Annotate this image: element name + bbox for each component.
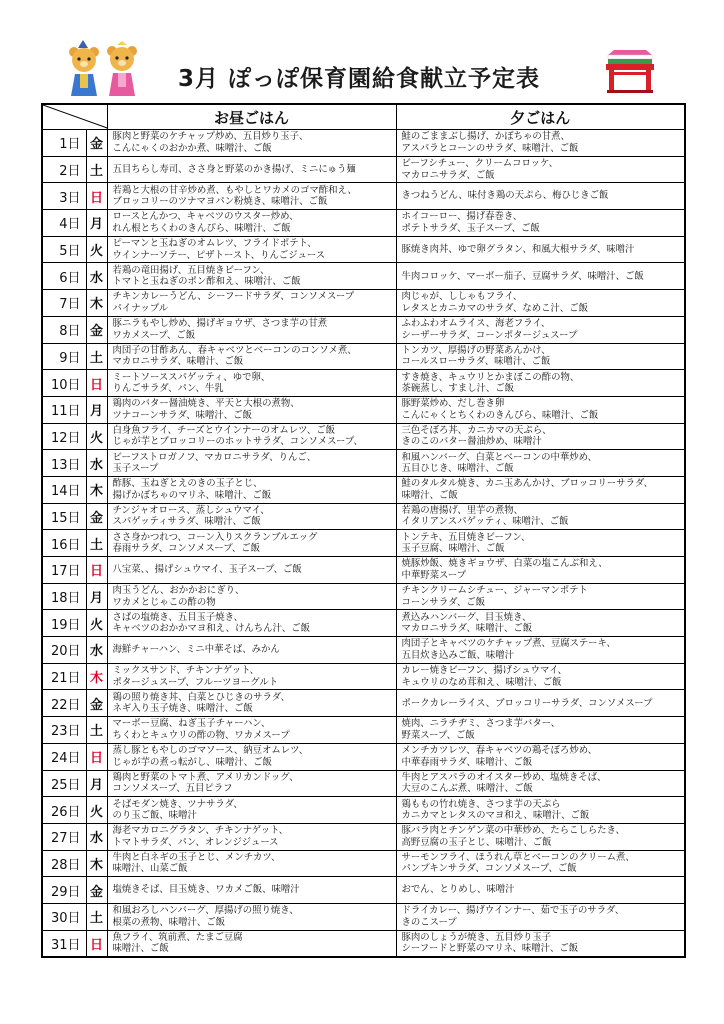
dinner-text: 焼豚炒飯、焼きギョウザ、白菜の塩こんぶ和え、 中華野菜スープ xyxy=(401,558,608,581)
lunch-cell xyxy=(107,263,396,290)
dinner-cell xyxy=(396,343,685,370)
weekday-cell: 日 xyxy=(86,183,107,210)
dinner-text: カレー焼きビーフン、揚げシュウマイ、 キュウリのなめ茸和え、味噌汁、ご飯 xyxy=(401,665,568,688)
dinner-text: ドライカレー、揚げウインナー、茹で玉子のサラダ、 きのこスープ xyxy=(401,905,625,928)
weekday-cell: 日 xyxy=(86,557,107,584)
date-cell: 27日 xyxy=(42,823,86,850)
table-header-row xyxy=(42,104,685,130)
dinner-cell xyxy=(396,156,685,183)
date-cell: 6日 xyxy=(42,263,86,290)
lunch-cell xyxy=(107,450,396,477)
lunch-cell xyxy=(107,183,396,210)
lunch-cell xyxy=(107,290,396,317)
weekday-cell: 月 xyxy=(86,210,107,237)
lunch-text: 塩焼きそば、目玉焼き、ワカメご飯、味噌汁 xyxy=(112,884,300,896)
date-cell: 22日 xyxy=(42,690,86,717)
date-cell: 23日 xyxy=(42,717,86,744)
lunch-cell xyxy=(107,850,396,877)
lunch-text: 豚ニラもやし炒め、揚げギョウザ、さつま芋の甘煮 ワカメスープ、ご飯 xyxy=(112,318,328,341)
dinner-cell xyxy=(396,770,685,797)
dinner-cell xyxy=(396,210,685,237)
table-row xyxy=(42,476,685,503)
dinner-cell xyxy=(396,396,685,423)
dinner-cell xyxy=(396,263,685,290)
dinner-cell xyxy=(396,690,685,717)
weekday-cell: 金 xyxy=(86,316,107,343)
lunch-text: 牛肉と白ネギの玉子とじ、メンチカツ、 味噌汁、山菜ご飯 xyxy=(112,851,281,875)
lunch-cell xyxy=(107,316,396,343)
lunch-cell xyxy=(107,343,396,370)
weekday-cell: 水 xyxy=(86,637,107,664)
lunch-text: 若鶏の竜田揚げ、五目焼きビーフン、 トマトと玉ねぎのポン酢和え、味噌汁、ご飯 xyxy=(112,264,301,288)
weekday-cell: 水 xyxy=(86,823,107,850)
lunch-text: 鶏肉と野菜のトマト煮、アメリカンドッグ、 コンソメスープ、五目ピラフ xyxy=(112,771,299,795)
lunch-cell xyxy=(107,130,396,157)
lunch-cell xyxy=(107,930,396,957)
dinner-text: チキンクリームシチュー、ジャーマンポテト コーンサラダ、ご飯 xyxy=(401,585,588,608)
table-row xyxy=(42,903,685,930)
lunch-cell xyxy=(107,530,396,557)
lunch-text: 五目ちらし寿司、ささ身と野菜のかき揚げ、ミニにゅう麺 xyxy=(112,163,356,175)
dinner-text: 焼肉、ニラチヂミ、さつま芋バター、 野菜スープ、ご飯 xyxy=(401,718,561,741)
lunch-text: そばモダン焼き、ツナサラダ、 のり玉ご飯、味噌汁 xyxy=(112,798,243,822)
table-row xyxy=(42,663,685,690)
table-row xyxy=(42,290,685,317)
menu-body xyxy=(42,130,685,958)
weekday-cell: 木 xyxy=(86,476,107,503)
dinner-text: 鶏ももの竹れ焼き、さつま芋の天ぷら カニカマとレタスのマヨ和え、味噌汁、ご飯 xyxy=(401,798,590,822)
lunch-cell xyxy=(107,236,396,263)
dinner-cell xyxy=(396,290,685,317)
table-row xyxy=(42,557,685,584)
lunch-text: ささ身かつれつ、コーン入りスクランブルエッグ 春雨サラダ、コンソメスープ、ご飯 xyxy=(112,531,318,555)
lunch-cell xyxy=(107,877,396,904)
lunch-cell xyxy=(107,797,396,824)
dinner-cell xyxy=(396,316,685,343)
weekday-cell: 水 xyxy=(86,450,107,477)
weekday-cell: 木 xyxy=(86,850,107,877)
date-cell: 18日 xyxy=(42,583,86,610)
dinner-text: サーモンフライ、ほうれん草とベーコンのクリーム煮、 パンプキンサラダ、コンソメスープ、ご飯 xyxy=(401,851,635,875)
date-cell: 25日 xyxy=(42,770,86,797)
date-cell: 19日 xyxy=(42,610,86,637)
table-row xyxy=(42,156,685,183)
dinner-cell xyxy=(396,797,685,824)
lunch-text: 若鶏と大根の甘辛炒め煮、もやしとワカメのゴマ酢和え、 ブロッコリーのツナマヨパン粉焼き、味噌汁、ご飯 xyxy=(112,184,357,208)
dinner-text: すき焼き、キュウリとかまぼこの酢の物、 茶碗蒸し、すまし汁、ご飯 xyxy=(401,371,580,395)
dinner-cell xyxy=(396,423,685,450)
dinner-text: トンカツ、厚揚げの野菜あんかけ、 コールスローサラダ、味噌汁、ご飯 xyxy=(401,344,551,368)
dinner-cell xyxy=(396,557,685,584)
weekday-cell: 月 xyxy=(86,396,107,423)
table-row xyxy=(42,316,685,343)
table-row xyxy=(42,850,685,877)
lunch-text: ミックスサンド、チキンナゲット、 ポタージュスープ、フルーツヨーグルト xyxy=(112,665,279,688)
table-row xyxy=(42,450,685,477)
table-row xyxy=(42,690,685,717)
lunch-text: 八宝菜、、揚げシュウマイ、玉子スープ、ご飯 xyxy=(112,564,302,576)
lunch-text: 和風おろしハンバーグ、厚揚げの照り焼き、 根菜の煮物、味噌汁、ご飯 xyxy=(112,905,299,928)
dinner-text: 豚野菜炒め、だし巻き卵 こんにゃくとちくわのきんぴら、味噌汁、ご飯 xyxy=(401,398,599,421)
dinner-cell xyxy=(396,877,685,904)
weekday-cell: 土 xyxy=(86,530,107,557)
date-cell: 29日 xyxy=(42,877,86,904)
table-row xyxy=(42,236,685,263)
date-cell: 24日 xyxy=(42,743,86,770)
weekday-cell: 火 xyxy=(86,423,107,450)
table-row xyxy=(42,637,685,664)
date-cell: 3日 xyxy=(42,183,86,210)
dinner-cell xyxy=(396,637,685,664)
date-cell: 13日 xyxy=(42,450,86,477)
dinner-cell xyxy=(396,610,685,637)
weekday-cell: 土 xyxy=(86,717,107,744)
weekday-cell: 木 xyxy=(86,290,107,317)
weekday-cell: 月 xyxy=(86,583,107,610)
weekday-cell: 土 xyxy=(86,156,107,183)
dinner-cell xyxy=(396,530,685,557)
lunch-text: 魚フライ、筑前煮、たまご豆腐 味噌汁、ご飯 xyxy=(112,931,243,955)
page-header xyxy=(0,0,724,100)
date-cell: 8日 xyxy=(42,316,86,343)
lunch-text: 肉団子の甘酢あん、春キャベツとベーコンのコンソメ煮、 マカロニサラダ、味噌汁、ご飯 xyxy=(112,344,357,368)
lunch-cell xyxy=(107,717,396,744)
dinner-text: 三色そぼろ丼、カニカマの天ぷら、 きのこのバター醤油炒め、味噌汁 xyxy=(401,424,552,448)
lunch-text: ロースとんかつ、キャベツのウスター炒め、 れん根とちくわのきんぴら、味噌汁、ご飯 xyxy=(112,211,299,234)
date-cell: 28日 xyxy=(42,850,86,877)
table-row xyxy=(42,743,685,770)
dinner-cell xyxy=(396,903,685,930)
date-cell: 4日 xyxy=(42,210,86,237)
dinner-text: 肉団子とキャベツのケチャップ煮、豆腐ステーキ、 五目炊き込みご飯、味噌汁 xyxy=(401,638,616,661)
dinner-cell xyxy=(396,130,685,157)
dinner-text: 豚焼き肉丼、ゆで卵グラタン、和風大根サラダ、味噌汁 xyxy=(401,243,635,255)
lunch-text: 肉玉うどん、おかかおにぎり、 ワカメとじゃこの酢の物 xyxy=(112,585,245,608)
dinner-cell xyxy=(396,743,685,770)
date-cell: 16日 xyxy=(42,530,86,557)
table-row xyxy=(42,263,685,290)
weekday-cell: 水 xyxy=(86,263,107,290)
table-row xyxy=(42,183,685,210)
table-row xyxy=(42,583,685,610)
table-row xyxy=(42,930,685,957)
weekday-cell: 月 xyxy=(86,770,107,797)
dinner-text: ホイコーロー、揚げ春巻き、 ポテトサラダ、玉子スープ、ご飯 xyxy=(401,211,540,234)
date-cell: 30日 xyxy=(42,903,86,930)
lunch-cell xyxy=(107,476,396,503)
date-cell: 5日 xyxy=(42,236,86,263)
dinner-text: 牛肉コロッケ、マーボー茄子、豆腐サラダ、味噌汁、ご飯 xyxy=(401,270,644,282)
weekday-cell: 土 xyxy=(86,903,107,930)
table-row xyxy=(42,396,685,423)
lunch-text: ミートソーススパゲッティ、ゆで卵、 りんごサラダ、パン、牛乳 xyxy=(112,371,271,395)
corner-cell xyxy=(42,104,107,130)
lunch-cell xyxy=(107,156,396,183)
table-row xyxy=(42,370,685,397)
dinner-cell xyxy=(396,476,685,503)
diagonal-divider xyxy=(43,105,107,129)
date-cell: 20日 xyxy=(42,637,86,664)
lunch-text: チンジャオロース、蒸しシュウマイ、 スパゲッティサラダ、味噌汁、ご飯 xyxy=(112,504,270,528)
lunch-text: 鶏の照り焼き丼、白菜とひじきのサラダ、 ネギ入り玉子焼き、味噌汁、ご飯 xyxy=(112,691,290,715)
dinner-cell xyxy=(396,370,685,397)
weekday-cell: 火 xyxy=(86,610,107,637)
date-cell: 17日 xyxy=(42,557,86,584)
table-row xyxy=(42,423,685,450)
weekday-cell: 土 xyxy=(86,343,107,370)
dinner-text: きつねうどん、味付き鶏の天ぷら、梅ひじきご飯 xyxy=(401,190,609,202)
dinner-text: 鮭のごままぶし揚げ、かぼちゃの甘煮、 アスパラとコーンのサラダ、味噌汁、ご飯 xyxy=(401,131,579,154)
weekday-cell: 火 xyxy=(86,797,107,824)
date-cell: 14日 xyxy=(42,476,86,503)
dinner-text: 牛肉とアスパラのオイスター炒め、塩焼きそば、 大豆のこんぶ煮、味噌汁、ご飯 xyxy=(401,771,607,795)
table-row xyxy=(42,343,685,370)
dinner-cell xyxy=(396,503,685,530)
table-row xyxy=(42,797,685,824)
lunch-cell xyxy=(107,503,396,530)
lunch-cell xyxy=(107,770,396,797)
lunch-cell xyxy=(107,743,396,770)
lunch-cell xyxy=(107,423,396,450)
lunch-text: 海老マカロニグラタン、チキンナゲット、 トマトサラダ、パン、オレンジジュース xyxy=(112,825,289,848)
lunch-cell xyxy=(107,396,396,423)
date-cell: 9日 xyxy=(42,343,86,370)
dinner-text: 和風ハンバーグ、白菜とベーコンの中華炒め、 五目ひじき、味噌汁、ご飯 xyxy=(401,451,597,475)
dinner-text: 豚肉のしょうが焼き、五目炒り玉子 シーフードと野菜のマリネ、味噌汁、ご飯 xyxy=(401,931,579,955)
lunch-cell xyxy=(107,583,396,610)
lunch-text: マーボー豆腐、ねぎ玉子チャーハン、 ちくわとキュウリの酢の物、ワカメスープ xyxy=(112,718,290,741)
lunch-text: 鶏肉のバター醤油焼き、平天と大根の煮物、 ツナコーンサラダ、味噌汁、ご飯 xyxy=(112,398,300,421)
dinner-text: メンチカツレツ、春キャベツの鶏そぼろ炒め、 中華春雨サラダ、味噌汁、ご飯 xyxy=(401,745,598,768)
lunch-cell xyxy=(107,690,396,717)
weekday-cell: 日 xyxy=(86,370,107,397)
dinner-text: 肉じゃが、ししゃもフライ、 レタスとカニカマのサラダ、なめこ汁、ご飯 xyxy=(401,291,588,314)
dinner-text: 煮込みハンバーグ、目玉焼き、 マカロニサラダ、味噌汁、ご飯 xyxy=(401,611,533,635)
dinner-text: 豚バラ肉とチンゲン菜の中華炒め、たらこしらたき、 高野豆腐の玉子とじ、味噌汁、ご飯 xyxy=(401,825,625,848)
date-cell: 21日 xyxy=(42,663,86,690)
menu-table xyxy=(41,103,686,958)
table-row xyxy=(42,877,685,904)
lunch-text: 豚肉と野菜のケチャップ炒め、五目炒り玉子、 こんにゃくのおかか煮、味噌汁、ご飯 xyxy=(112,131,309,154)
table-row xyxy=(42,610,685,637)
page-title: 3月 ぽっぽ保育園給食献立予定表 xyxy=(178,66,541,92)
lunch-cell xyxy=(107,610,396,637)
lunch-text: 酢豚、玉ねぎとえのきの玉子とじ、 揚げかぼちゃのマリネ、味噌汁、ご飯 xyxy=(112,478,272,501)
dinner-cell xyxy=(396,823,685,850)
weekday-cell: 日 xyxy=(86,930,107,957)
table-row xyxy=(42,210,685,237)
date-cell: 7日 xyxy=(42,290,86,317)
lunch-text: 蒸し豚ともやしのゴマソース、納豆オムレツ、 じゃが芋の煮っ転がし、味噌汁、ご飯 xyxy=(112,745,309,768)
weekday-cell: 金 xyxy=(86,130,107,157)
lunch-text: ピーマンと玉ねぎのオムレツ、フライドポテト、 ウインナーソテー、ピザトースト、りんごジュース xyxy=(112,238,326,261)
dinner-text: おでん、とりめし、味噌汁 xyxy=(401,884,515,896)
table-row xyxy=(42,823,685,850)
lunch-cell xyxy=(107,903,396,930)
lunch-cell xyxy=(107,210,396,237)
dinner-cell xyxy=(396,236,685,263)
dinner-cell xyxy=(396,450,685,477)
dinner-cell xyxy=(396,930,685,957)
dinner-text: ふわふわオムライス、海老フライ、 シーザーサラダ、コーンポタージュスープ xyxy=(401,318,578,341)
dinner-cell xyxy=(396,183,685,210)
dinner-cell xyxy=(396,850,685,877)
lunch-cell xyxy=(107,637,396,664)
date-cell: 10日 xyxy=(42,370,86,397)
dinner-header: 夕ごはん xyxy=(396,104,685,130)
dinner-cell xyxy=(396,583,685,610)
dinner-text: ポークカレーライス、ブロッコリーサラダ、コンソメスープ xyxy=(401,697,653,709)
lunch-cell xyxy=(107,823,396,850)
bear-dolls-icon xyxy=(65,38,145,98)
dinner-text: トンテキ、五目焼きビーフン、 玉子豆腐、味噌汁、ご飯 xyxy=(401,531,531,555)
table-row xyxy=(42,530,685,557)
date-cell: 26日 xyxy=(42,797,86,824)
date-cell: 31日 xyxy=(42,930,86,957)
weekday-cell: 火 xyxy=(86,236,107,263)
lunch-text: ビーフストロガノフ、マカロニサラダ、りんご、 玉子スープ xyxy=(112,451,317,475)
lunch-text: チキンカレーうどん、シーフードサラダ、コンソメスープ パイナップル xyxy=(112,291,355,314)
date-cell: 2日 xyxy=(42,156,86,183)
date-cell: 12日 xyxy=(42,423,86,450)
lunch-text: 白身魚フライ、チーズとウインナーのオムレツ、ご飯 じゃが芋とブロッコリーのホットサラダ、コンソメスープ、 xyxy=(112,424,363,448)
weekday-cell: 金 xyxy=(86,503,107,530)
dinner-cell xyxy=(396,717,685,744)
weekday-cell: 木 xyxy=(86,663,107,690)
hishimochi-icon xyxy=(600,46,660,96)
lunch-text: 海鮮チャーハン、ミニ中華そば、みかん xyxy=(112,644,280,656)
table-row xyxy=(42,503,685,530)
weekday-cell: 日 xyxy=(86,743,107,770)
lunch-text: さばの塩焼き、五目玉子焼き、 キャベツのおかかマヨ和え、けんちん汁、ご飯 xyxy=(112,611,310,635)
lunch-cell xyxy=(107,663,396,690)
table-row xyxy=(42,130,685,157)
date-cell: 11日 xyxy=(42,396,86,423)
weekday-cell: 金 xyxy=(86,690,107,717)
lunch-cell xyxy=(107,557,396,584)
lunch-header: お昼ごはん xyxy=(107,104,396,130)
date-cell: 1日 xyxy=(42,130,86,157)
dinner-text: 若鶏の唐揚げ、里芋の煮物、 イタリアンスパゲッティ、味噌汁、ご飯 xyxy=(401,504,569,528)
dinner-text: 鮭のタルタル焼き、カニ玉あんかけ、ブロッコリーサラダ、 味噌汁、ご飯 xyxy=(401,478,654,501)
dinner-cell xyxy=(396,663,685,690)
weekday-cell: 金 xyxy=(86,877,107,904)
dinner-text: ビーフシチュー、クリームコロッケ、 マカロニサラダ、ご飯 xyxy=(401,158,559,181)
date-cell: 15日 xyxy=(42,503,86,530)
lunch-cell xyxy=(107,370,396,397)
table-row xyxy=(42,770,685,797)
table-row xyxy=(42,717,685,744)
